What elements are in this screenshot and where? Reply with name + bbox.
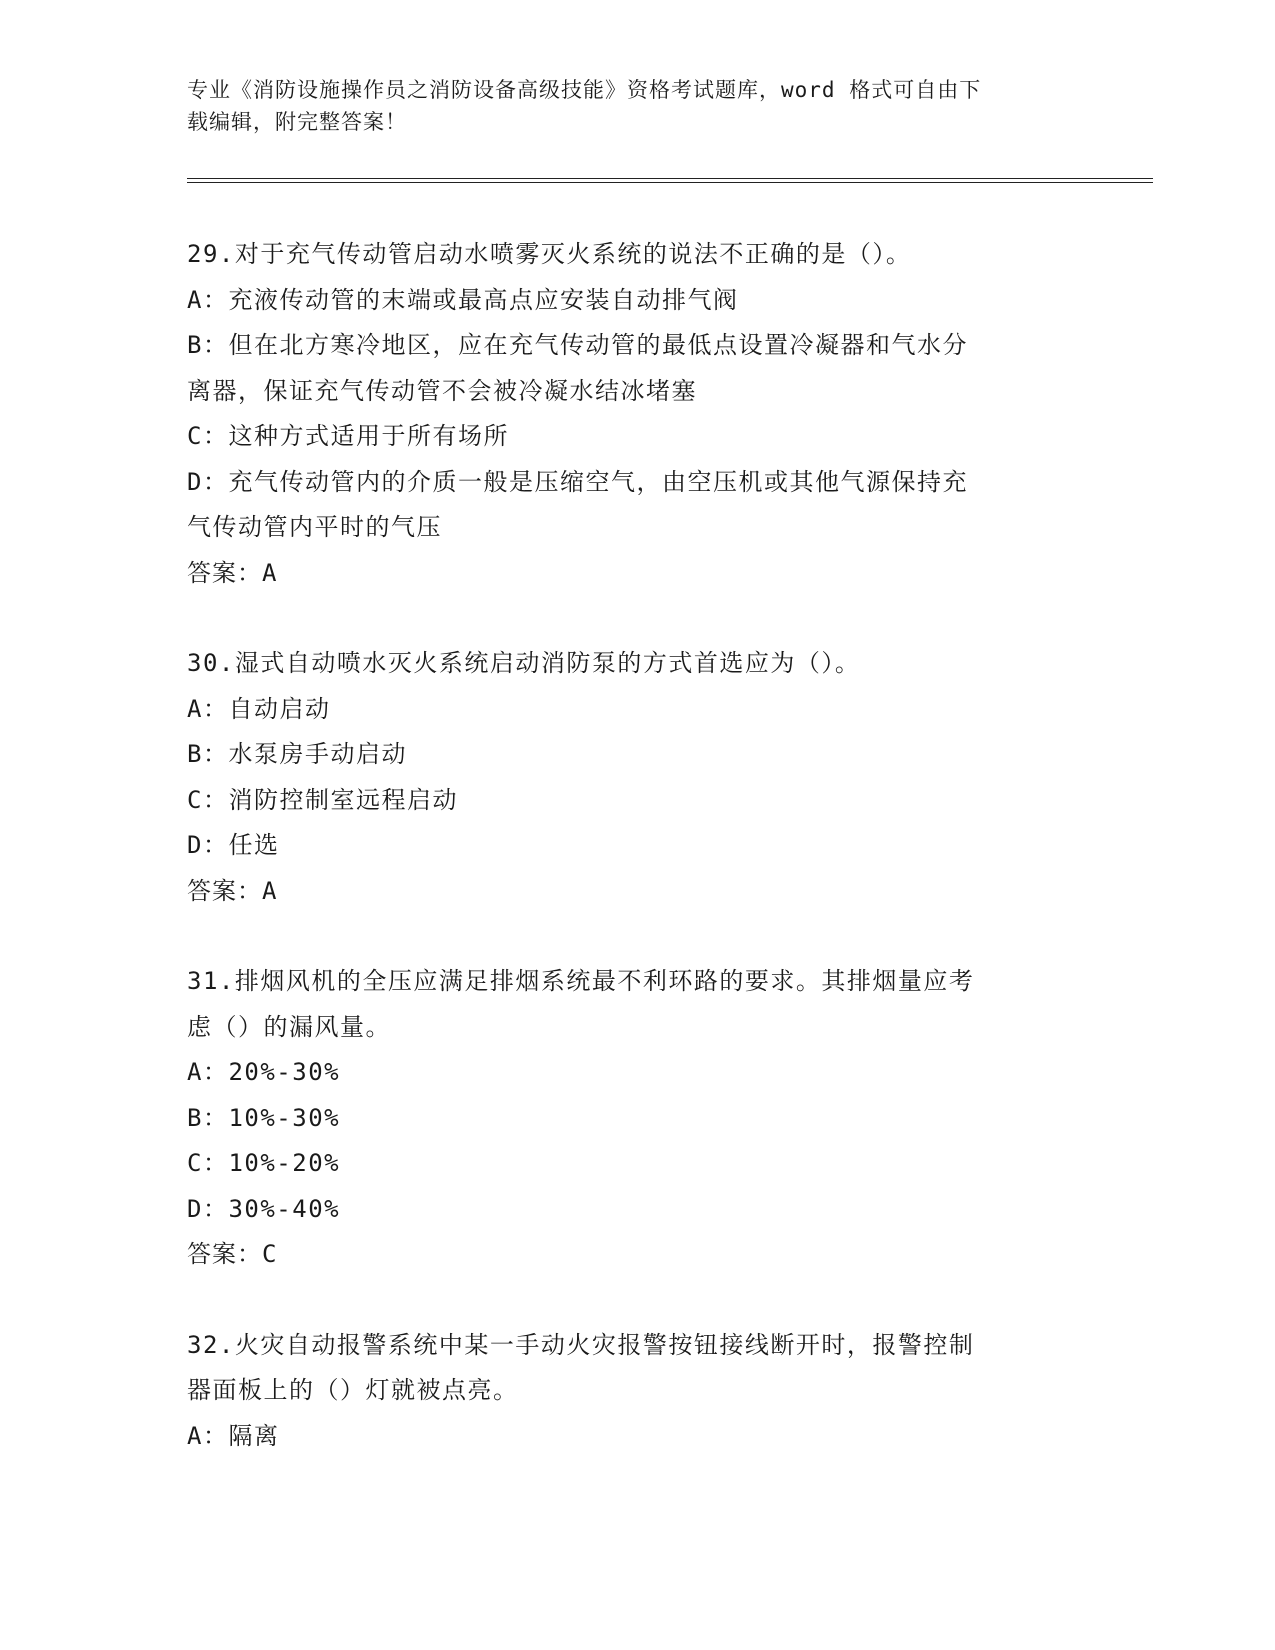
option-b: B：10%-30% (187, 1103, 341, 1132)
option-a: A：充液传动管的末端或最高点应安装自动排气阀 (187, 285, 739, 314)
header-divider (187, 178, 1153, 179)
option-a: A：20%-30% (187, 1058, 341, 1086)
option-b: B：但在北方寒冷地区，应在充气传动管的最低点设置冷凝器和气水分 (187, 331, 968, 359)
answer: 答案：A (187, 876, 278, 905)
answer: 答案：A (187, 558, 278, 587)
header-line: 专业《消防设施操作员之消防设备高级技能》资格考试题库，word 格式可自由下 (187, 78, 982, 102)
document-header (187, 74, 1067, 138)
question-stem: 31.排烟风机的全压应满足排烟系统最不利环路的要求。其排烟量应考 (187, 967, 975, 995)
question-stem-continued: 器面板上的（）灯就被点亮。 (187, 1376, 519, 1404)
question-stem: 32.火灾自动报警系统中某一手动火灾报警按钮接线断开时，报警控制 (187, 1330, 975, 1359)
option-d: D：30%-40% (187, 1194, 341, 1223)
option-d-continued: 气传动管内平时的气压 (187, 513, 442, 541)
question-30 (187, 641, 1067, 914)
header-divider (187, 182, 1153, 183)
option-c: C：这种方式适用于所有场所 (187, 422, 509, 450)
answer: 答案：C (187, 1240, 278, 1268)
option-b: B：水泵房手动启动 (187, 740, 407, 768)
option-d: D：任选 (187, 831, 280, 859)
option-c: C：消防控制室远程启动 (187, 785, 458, 814)
option-b-continued: 离器，保证充气传动管不会被冷凝水结冰堵塞 (187, 376, 697, 405)
question-list (187, 232, 1067, 1459)
option-a: A：隔离 (187, 1421, 280, 1450)
option-a: A：自动启动 (187, 694, 331, 723)
question-31 (187, 959, 1067, 1278)
option-c: C：10%-20% (187, 1149, 341, 1177)
question-29 (187, 232, 1067, 596)
header-line: 载编辑，附完整答案！ (187, 110, 407, 134)
question-stem: 30.湿式自动喷水灭火系统启动消防泵的方式首选应为（）。 (187, 649, 861, 677)
question-stem-continued: 虑（）的漏风量。 (187, 1012, 391, 1041)
question-stem: 29.对于充气传动管启动水喷雾灭火系统的说法不正确的是（）。 (187, 240, 912, 268)
question-32 (187, 1323, 1067, 1460)
option-d: D：充气传动管内的介质一般是压缩空气，由空压机或其他气源保持充 (187, 467, 968, 496)
